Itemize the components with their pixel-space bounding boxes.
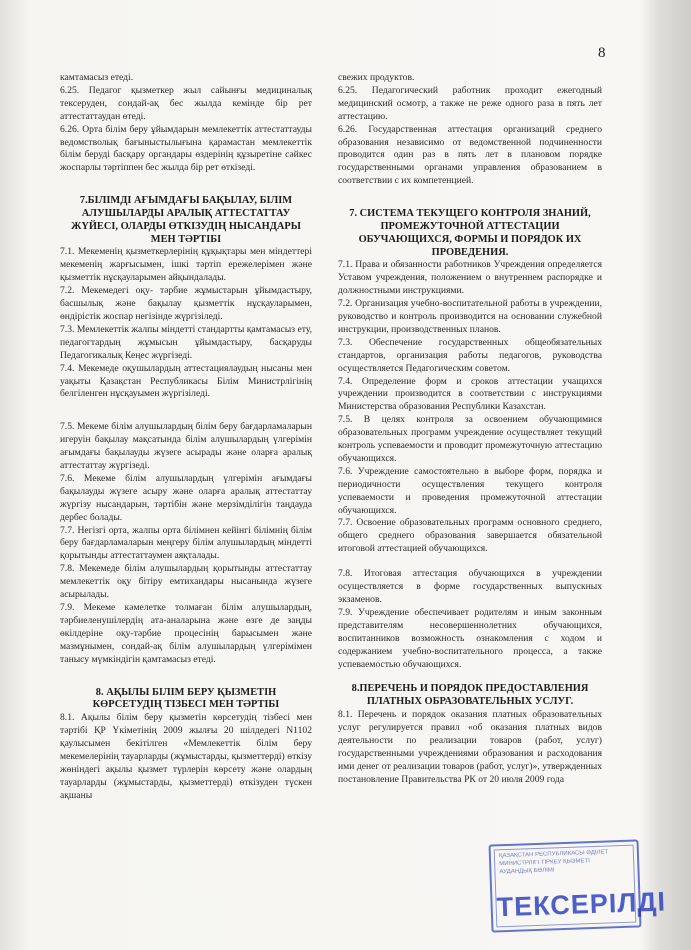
paragraph: 7.5. В целях контроля за освоением обучающимися образовательных программ учреждение осуществляет текущий контроль успеваемости и проводит промежуточную аттестацию обучающихся. xyxy=(338,414,602,464)
paragraph: свежих продуктов. xyxy=(338,72,415,83)
paragraph: 7.3. Обеспечение государственных общеобязательных стандартов, организация работы педагогов, руководства осуществляется Педагогическим советом. xyxy=(338,336,602,374)
paragraph: 7.9. Учреждение обеспечивает родителям и иным законным представителям несовершеннолетних обучающихся, воспитанников возможность ознакомления с ходом и содержанием учебно-воспитательного процесса, а также успеваемостью обучающихся. xyxy=(338,606,602,670)
paragraph: 7.4. Мекемеде оқушылардың аттестациялаудың нысаны мен уақыты Қазақстан Республикасы Білім Министрлігінің белгіленген нұсқауымен жүргізіледі. xyxy=(60,362,312,400)
paragraph: 7.1. Мекеменің қызметкерлерінің құқықтары мен міндеттері мекеменің жарғысымен, ішкі тәртіп ережелерімен және қызметтік нұсқауларымен айқындалады. xyxy=(60,246,312,284)
section-heading: 7.БІЛІМДІ АҒЫМДАҒЫ БАҚЫЛАУ, БІЛІМ АЛУШЫЛАРДЫ АРАЛЫҚ АТТЕСТАТТАУ ЖҮЙЕСІ, ОЛАРДЫ ӨТКІЗУДІҢ НЫСАНДАРЫ МЕН ТӘРТІБІ xyxy=(71,195,301,245)
section-heading: 7. СИСТЕМА ТЕКУЩЕГО КОНТРОЛЯ ЗНАНИЙ, ПРОМЕЖУТОЧНОЙ АТТЕСТАЦИИ ОБУЧАЮЩИХСЯ, ФОРМЫ И ПОРЯДОК ИХ ПРОВЕДЕНИЯ. xyxy=(349,208,591,258)
paragraph: 7.6. Учреждение самостоятельно в выборе форм, порядка и периодичности осуществления текущего контроля успеваемости и проведения промежуточной аттестации обучающихся. xyxy=(338,465,602,516)
paragraph: 8.1. Ақылы білім беру қызметін көрсетудің тізбесі мен тәртібі ҚР Үкіметінің 2009 жылғы 20 шілдедегі N1102 қаулысымен бекітілген «Мемлекеттік білім беру мекемелерінің тауарларды (жұмыстарды, қызметтерді) өткізу жөніндегі ақылы қызмет түрлерін көрсету және олардың тауарларды (жұмыстарды, қызметтерді) өткізуден түскен ақшаны xyxy=(60,712,312,801)
paragraph: камтамасыз етеді. xyxy=(60,72,134,83)
paragraph: 8.1. Перечень и порядок оказания платных образовательных услуг регулируется правил «об оказания платных видов деятельности по реализации товаров (работ, услуг) государственными учреждениями образования и расходования ими денег от реализации товаров (работ, услуг)», утвержденных постановление Правительства РК от 20 июля 2009 года xyxy=(338,709,602,785)
section-heading: 8. АҚЫЛЫ БІЛІМ БЕРУ ҚЫЗМЕТІН КӨРСЕТУДІҢ ТІЗБЕСІ МЕН ТӘРТІБІ xyxy=(92,686,280,711)
stamp-text-line: ҚАЗАҚСТАН РЕСПУБЛИКАСЫ ӘДІЛЕТ xyxy=(498,849,609,860)
paragraph: 6.26. Орта білім беру ұйымдарын мемлекеттік аттестаттауды ведомстволық бағыныстылығына қарамастан мемлекеттік білім беруді басқару органдары өздерінің құзыретіне сәйкес жоспарлы тәртіппен бес жылда бір рет өткізеді. xyxy=(60,123,312,174)
paragraph: 7.1. Права и обязанности работников Учреждения определяется Уставом учреждения, положением о внутреннем распорядке и должностными инструкциями. xyxy=(338,259,602,297)
paragraph: 7.8. Мекемеде білім алушылардың қорытынды аттестаттау мемлекеттік оқу бітіру емтихандары нысанында жүзеге асырылады. xyxy=(60,563,312,601)
verification-stamp xyxy=(489,839,667,932)
section-heading: 8.ПЕРЕЧЕНЬ И ПОРЯДОК ПРЕДОСТАВЛЕНИЯ ПЛАТНЫХ ОБРАЗОВАТЕЛЬНЫХ УСЛУГ. xyxy=(351,683,589,708)
paragraph: 6.25. Педагогический работник проходит ежегодный медицинский осмотр, а также не реже одного раза в пять лет аттестацию. xyxy=(338,84,602,122)
paragraph: 7.6. Мекеме білім алушылардың үлгерімін ағымдағы бақылауды жүзеге асыру және оларға аралық аттестаттау жүргізу нысандарын, тәртібін және мерзімділігін таңдауда дербес болады. xyxy=(60,472,312,523)
stamp-text-line: МИНИСТРЛІГІ ТІРКЕУ ҚЫЗМЕТІ xyxy=(499,858,590,868)
paragraph: 6.25. Педагог қызметкер жыл сайынғы медициналық тексеруден, сондай-ақ бес жылда кемінде бір рет аттестаттаудан өтеді. xyxy=(60,84,312,122)
paragraph: 7.7. Негізгі орта, жалпы орта білімнен кейінгі білімнің білім беру бағдарламаларын меңгеру білім алушылардың міндетті қорытынды аттестаттаумен аяқталады. xyxy=(60,524,312,562)
paragraph: 7.9. Мекеме кәмелетке толмаған білім алушылардың, тәрбиеленушілердің ата-аналарына және өзге де заңды өкілдеріне оқу-тәрбие процесінің барысымен және мазмұнымен, сондай-ақ білім алушылардың үлгерімімен танысу мүмкіндігін қамтамасыз етеді. xyxy=(60,602,312,665)
paragraph: 7.2. Мекемедегі оқу- тәрбие жұмыстарын ұйымдастыру, басшылық және бақылау қызметтік нұсқауларымен, өндірістік жоспар негізінде жүргізіледі. xyxy=(60,285,312,322)
paragraph: 7.7. Освоение образовательных программ основного среднего, общего среднего образования завершается обязательной итоговой аттестацией обучающихся. xyxy=(338,517,602,555)
russian-column xyxy=(338,72,602,786)
page-number: 8 xyxy=(598,45,606,61)
paragraph: 7.5. Мекеме білім алушылардың білім беру бағдарламаларын игеруін бақылау мақсатында білім алушылардың үлгерімін ағымдағы бақылауды жүзеге асырады және оларға аралық аттестаттау жүргізеді. xyxy=(60,421,312,472)
paragraph: 7.4. Определение форм и сроков аттестации учащихся учреждении производится в соответствии с инструкциями Министерства образования Республики Казахстан. xyxy=(338,375,602,413)
paragraph: 7.8. Итоговая аттестация обучающихся в учреждении осуществляется в форме государственных выпускных экзаменов. xyxy=(338,568,602,605)
paragraph: 7.2. Организация учебно-воспитательной работы в учреждении, руководство и контроль производится на основании служебной инструкции, производственных планов. xyxy=(338,298,602,335)
paragraph: 7.3. Мемлекеттік жалпы міндетті стандартты қамтамасыз ету, педагогтардың жұмысын ұйымдастыру, басқаруды Педагогикалық Кеңес жүргізеді. xyxy=(60,323,312,361)
stamp-word: ТЕКСЕРІЛДІ xyxy=(496,886,667,923)
stamp-text-line: АУДАНДЫҚ БӨЛІМІ xyxy=(499,867,555,876)
kazakh-column xyxy=(60,72,312,802)
paragraph: 6.26. Государственная аттестация организаций среднего образования независимо от ведомственной подчиненности проводится один раз в пять лет в плановом порядке государственными органами управления образованием в соответствии с их компетенцией. xyxy=(338,123,602,187)
